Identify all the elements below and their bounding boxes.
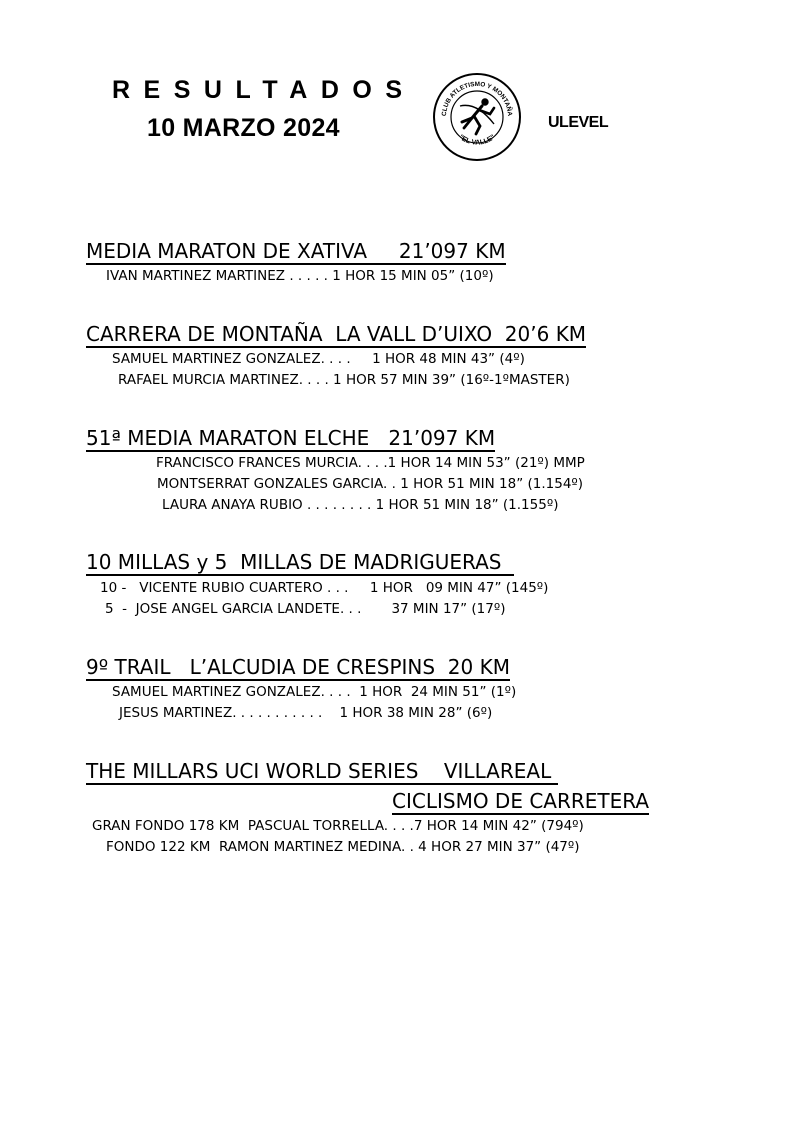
svg-text:"EL VALLE"	[457, 134, 496, 147]
club-logo-text-bottom: "EL VALLE"	[457, 133, 497, 147]
section-heading: CARRERA DE MONTAÑA LA VALL D’UIXO 20’6 KM	[86, 322, 587, 346]
section-heading: 9º TRAIL L’ALCUDIA DE CRESPINS 20 KM	[86, 655, 510, 679]
result-line: LAURA ANAYA RUBIO . . . . . . . . 1 HOR 51 MIN 18” (1.155º)	[162, 497, 559, 513]
result-line: SAMUEL MARTINEZ GONZALEZ. . . . 1 HOR 48 MIN 43” (4º)	[112, 351, 525, 367]
club-logo-text-top: CLUB ATLETISMO Y MONTAÑA	[440, 80, 514, 117]
result-line: SAMUEL MARTINEZ GONZALEZ. . . . 1 HOR 24 MIN 51” (1º)	[112, 684, 517, 700]
result-line: GRAN FONDO 178 KM PASCUAL TORRELLA. . . .7 HOR 14 MIN 42” (794º)	[92, 818, 584, 834]
page-title: RESULTADOS	[112, 76, 416, 104]
section-heading: MEDIA MARATON DE XATIVA 21’097 KM	[86, 239, 506, 263]
brand-logo: ULEVEL	[548, 114, 609, 131]
runner-icon	[460, 99, 494, 134]
result-line: FONDO 122 KM RAMON MARTINEZ MEDINA. . 4 HOR 27 MIN 37” (47º)	[106, 839, 580, 855]
result-line: FRANCISCO FRANCES MURCIA. . . .1 HOR 14 MIN 53” (21º) MMP	[156, 455, 585, 471]
section-heading: 10 MILLAS y 5 MILLAS DE MADRIGUERAS	[86, 550, 515, 574]
club-logo	[432, 72, 522, 162]
result-line: JESUS MARTINEZ. . . . . . . . . . . 1 HOR 38 MIN 28” (6º)	[119, 705, 493, 721]
section-subheading: CICLISMO DE CARRETERA	[392, 789, 650, 813]
result-line: IVAN MARTINEZ MARTINEZ . . . . . 1 HOR 15 MIN 05” (10º)	[106, 268, 494, 284]
result-line: MONTSERRAT GONZALES GARCIA. . 1 HOR 51 MIN 18” (1.154º)	[157, 476, 584, 492]
page-date: 10 MARZO 2024	[147, 114, 340, 142]
result-line: 10 - VICENTE RUBIO CUARTERO . . . 1 HOR 09 MIN 47” (145º)	[100, 580, 549, 596]
result-line: RAFAEL MURCIA MARTINEZ. . . . 1 HOR 57 MIN 39” (16º-1ºMASTER)	[118, 372, 570, 388]
section-heading: THE MILLARS UCI WORLD SERIES VILLAREAL	[86, 759, 558, 783]
result-line: 5 - JOSE ANGEL GARCIA LANDETE. . . 37 MIN 17” (17º)	[105, 601, 506, 617]
section-heading: 51ª MEDIA MARATON ELCHE 21’097 KM	[86, 426, 496, 450]
